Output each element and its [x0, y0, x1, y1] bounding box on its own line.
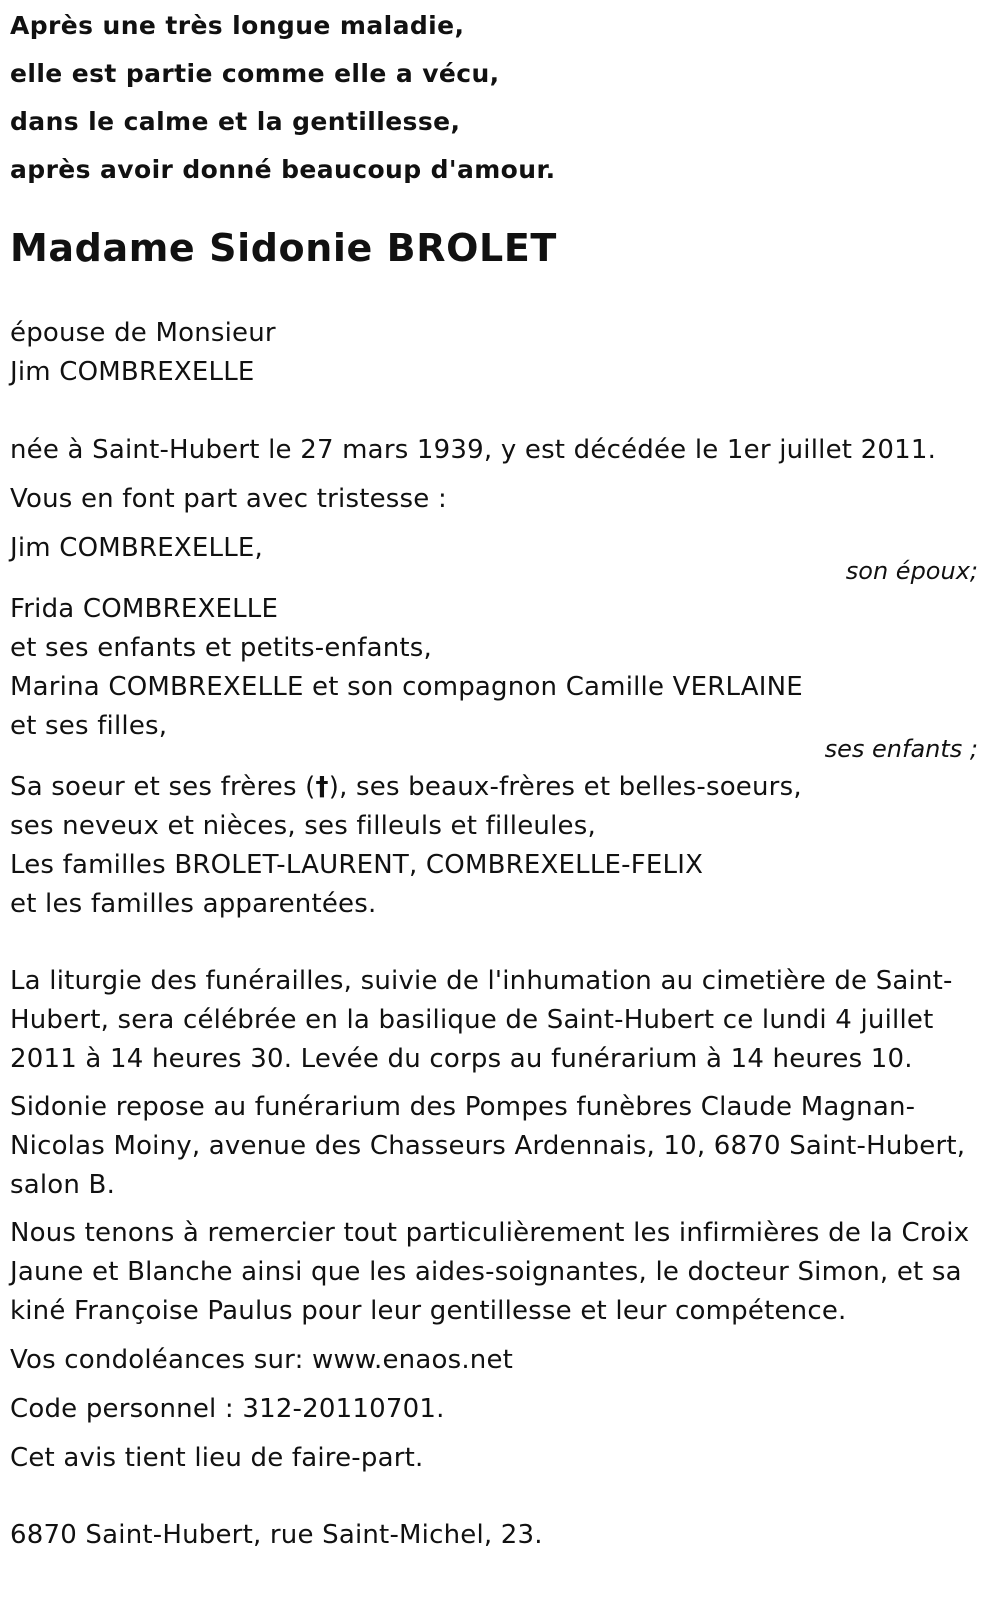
children-relation: ses enfants ; [824, 735, 978, 763]
children-line-2: et ses enfants et petits-enfants, [10, 633, 432, 663]
children-line-1: Frida COMBREXELLE [10, 594, 279, 624]
siblings-line-4: et les familles apparentées. [10, 889, 377, 919]
notice-line: Cet avis tient lieu de faire-part. [10, 1443, 424, 1473]
intro-line-4: après avoir donné beaucoup d'amour. [10, 155, 556, 184]
repose-paragraph: Sidonie repose au funérarium des Pompes funèbres Claude Magnan-Nicolas Moiny, avenue des Chasseurs Ardennais, 10, 6870 Saint-Hubert, salon B. [10, 1092, 966, 1200]
spouse-line-1: épouse de Monsieur [10, 318, 276, 348]
siblings-line-1-start: Sa soeur et ses frères ( [10, 772, 316, 802]
thanks-paragraph: Nous tenons à remercier tout particulièrement les infirmières de la Croix Jaune et Blanche ainsi que les aides-soignantes, le docteur Simon, et sa kiné Françoise Paulus pour leur gentillesse et leur compétence. [10, 1218, 970, 1326]
birth-death-line: née à Saint-Hubert le 27 mars 1939, y est décédée le 1er juillet 2011. [10, 435, 937, 465]
children-line-3: Marina COMBREXELLE et son compagnon Camille VERLAINE [10, 672, 803, 702]
spouse-line-2: Jim COMBREXELLE [10, 357, 255, 387]
siblings-line-3: Les familles BROLET-LAURENT, COMBREXELLE-FELIX [10, 850, 704, 880]
announce-line: Vous en font part avec tristesse : [10, 484, 447, 514]
family-spouse-relation: son époux; [845, 557, 978, 585]
siblings-line-2: ses neveux et nièces, ses filleuls et filleules, [10, 811, 596, 841]
intro-line-3: dans le calme et la gentillesse, [10, 107, 461, 136]
intro-line-2: elle est partie comme elle a vécu, [10, 59, 500, 88]
family-address: 6870 Saint-Hubert, rue Saint-Michel, 23. [10, 1520, 543, 1550]
deceased-name: Madame Sidonie BROLET [10, 226, 557, 270]
siblings-line-1 [10, 767, 802, 807]
family-spouse-name: Jim COMBREXELLE, [10, 533, 263, 563]
personal-code-line: Code personnel : 312-20110701. [10, 1394, 445, 1424]
deceased-cross-icon: † [315, 772, 329, 802]
condolences-line: Vos condoléances sur: www.enaos.net [10, 1345, 514, 1375]
children-line-4: et ses filles, [10, 711, 168, 741]
siblings-line-1-end: ), ses beaux-frères et belles-soeurs, [328, 772, 802, 802]
liturgy-paragraph: La liturgie des funérailles, suivie de l'inhumation au cimetière de Saint-Hubert, sera célébrée en la basilique de Saint-Hubert ce lundi 4 juillet 2011 à 14 heures 30. Levée du corps au funérarium à 14 heures 10. [10, 966, 953, 1074]
intro-line-1: Après une très longue maladie, [10, 11, 465, 40]
